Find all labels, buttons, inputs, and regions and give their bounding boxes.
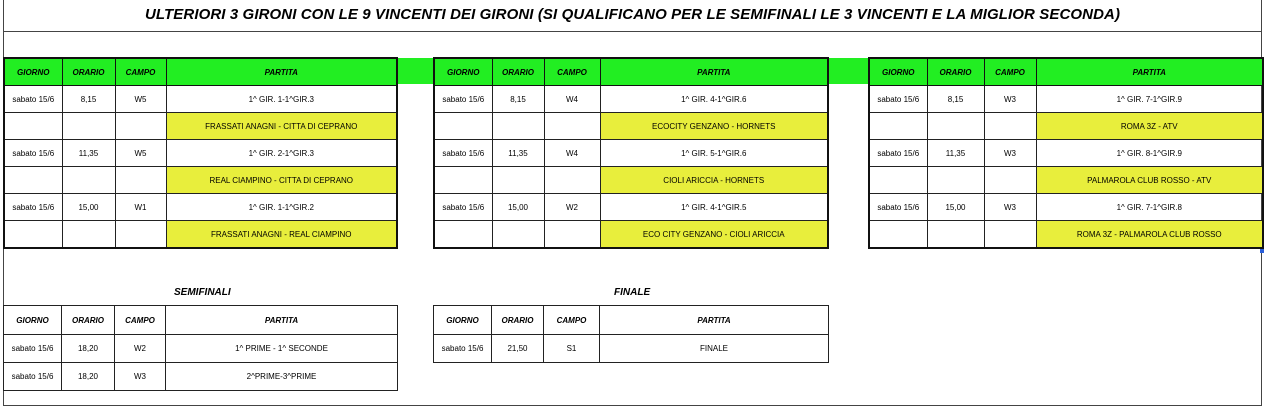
giorno-cell[interactable]: sabato 15/6 (869, 194, 927, 221)
empty-cell[interactable] (544, 221, 600, 249)
match-row (4, 140, 397, 167)
header-partita[interactable]: PARTITA (166, 306, 398, 335)
giorno-cell[interactable]: sabato 15/6 (434, 194, 492, 221)
semifinali-label: SEMIFINALI (174, 287, 231, 298)
teams-cell[interactable]: FRASSATI ANAGNI - CITTA DI CEPRANO (166, 113, 397, 140)
header-giorno[interactable]: GIORNO (4, 58, 62, 86)
header-giorno[interactable]: GIORNO (869, 58, 927, 86)
campo-cell[interactable]: W3 (984, 140, 1036, 167)
empty-cell[interactable] (984, 167, 1036, 194)
campo-cell[interactable]: W3 (115, 363, 166, 391)
match-row (869, 194, 1263, 221)
header-orario[interactable]: ORARIO (492, 58, 544, 86)
campo-cell[interactable]: W5 (115, 140, 166, 167)
teams-row (4, 113, 397, 140)
partita-cell[interactable]: 1^ GIR. 5-1^GIR.6 (600, 140, 828, 167)
semifinali-table (3, 305, 398, 391)
header-partita[interactable]: PARTITA (600, 58, 828, 86)
empty-cell[interactable] (492, 167, 544, 194)
empty-cell[interactable] (927, 113, 984, 140)
empty-cell[interactable] (544, 113, 600, 140)
empty-cell[interactable] (4, 221, 62, 249)
header-orario[interactable]: ORARIO (62, 306, 115, 335)
header-partita[interactable]: PARTITA (166, 58, 397, 86)
header-row (4, 306, 398, 335)
header-partita[interactable]: PARTITA (1036, 58, 1263, 86)
partita-cell[interactable]: 1^ GIR. 7-1^GIR.9 (1036, 86, 1263, 113)
teams-row (869, 113, 1263, 140)
orario-cell[interactable]: 11,35 (62, 140, 115, 167)
match-row (434, 335, 829, 363)
empty-cell[interactable] (927, 167, 984, 194)
giorno-cell[interactable]: sabato 15/6 (4, 194, 62, 221)
giorno-cell[interactable]: sabato 15/6 (4, 335, 62, 363)
partita-cell[interactable]: 1^ GIR. 1-1^GIR.3 (166, 86, 397, 113)
empty-cell[interactable] (869, 113, 927, 140)
campo-cell[interactable]: W3 (984, 86, 1036, 113)
orario-cell[interactable]: 11,35 (492, 140, 544, 167)
giorno-cell[interactable]: sabato 15/6 (434, 335, 492, 363)
teams-row (434, 113, 828, 140)
giorno-cell[interactable]: sabato 15/6 (869, 140, 927, 167)
teams-cell[interactable]: ECO CITY GENZANO - CIOLI ARICCIA (600, 221, 828, 249)
orario-cell[interactable]: 15,00 (492, 194, 544, 221)
empty-cell[interactable] (115, 167, 166, 194)
orario-cell[interactable]: 8,15 (492, 86, 544, 113)
empty-cell[interactable] (869, 221, 927, 249)
orario-cell[interactable]: 18,20 (62, 363, 115, 391)
partita-cell[interactable]: 1^ PRIME - 1^ SECONDE (166, 335, 398, 363)
empty-cell[interactable] (492, 113, 544, 140)
campo-cell[interactable]: W3 (984, 194, 1036, 221)
finale-label: FINALE (614, 287, 651, 298)
header-campo[interactable]: CAMPO (115, 58, 166, 86)
giorno-cell[interactable]: sabato 15/6 (434, 86, 492, 113)
partita-cell[interactable]: 1^ GIR. 4-1^GIR.5 (600, 194, 828, 221)
giorno-cell[interactable]: sabato 15/6 (4, 140, 62, 167)
teams-row (4, 167, 397, 194)
group-table-3 (868, 57, 1264, 249)
empty-cell[interactable] (984, 113, 1036, 140)
match-row (4, 335, 398, 363)
empty-cell[interactable] (434, 221, 492, 249)
giorno-cell[interactable]: sabato 15/6 (4, 86, 62, 113)
cell-selection-handle[interactable] (1260, 249, 1264, 253)
header-giorno[interactable]: GIORNO (434, 306, 492, 335)
teams-cell[interactable]: CIOLI ARICCIA - HORNETS (600, 167, 828, 194)
partita-cell[interactable]: FINALE (600, 335, 829, 363)
header-giorno[interactable]: GIORNO (4, 306, 62, 335)
header-orario[interactable]: ORARIO (492, 306, 544, 335)
orario-cell[interactable]: 8,15 (927, 86, 984, 113)
orario-cell[interactable]: 15,00 (927, 194, 984, 221)
header-row (869, 58, 1263, 86)
empty-cell[interactable] (434, 113, 492, 140)
teams-row (4, 221, 397, 249)
empty-cell[interactable] (927, 221, 984, 249)
header-campo[interactable]: CAMPO (544, 306, 600, 335)
partita-cell[interactable]: 1^ GIR. 7-1^GIR.8 (1036, 194, 1263, 221)
giorno-cell[interactable]: sabato 15/6 (434, 140, 492, 167)
header-partita[interactable]: PARTITA (600, 306, 829, 335)
giorno-cell[interactable]: sabato 15/6 (4, 363, 62, 391)
empty-cell[interactable] (434, 167, 492, 194)
match-row (434, 140, 828, 167)
empty-cell[interactable] (492, 221, 544, 249)
teams-cell[interactable]: FRASSATI ANAGNI - REAL CIAMPINO (166, 221, 397, 249)
match-row (4, 86, 397, 113)
teams-row (434, 167, 828, 194)
header-row (4, 58, 397, 86)
page-title: ULTERIORI 3 GIRONI CON LE 9 VINCENTI DEI GIRONI (SI QUALIFICANO PER LE SEMIFINALI LE 3 VINCENTI E LA MIGLIOR SECONDA) (144, 6, 1121, 23)
campo-cell[interactable]: W1 (115, 194, 166, 221)
teams-row (869, 167, 1263, 194)
empty-cell[interactable] (62, 221, 115, 249)
partita-cell[interactable]: 1^ GIR. 8-1^GIR.9 (1036, 140, 1263, 167)
teams-row (869, 221, 1263, 249)
teams-cell[interactable]: ECOCITY GENZANO - HORNETS (600, 113, 828, 140)
match-row (4, 363, 398, 391)
partita-cell[interactable]: 1^ GIR. 4-1^GIR.6 (600, 86, 828, 113)
partita-cell[interactable]: 2^PRIME-3^PRIME (166, 363, 398, 391)
header-row (434, 58, 828, 86)
header-orario[interactable]: ORARIO (62, 58, 115, 86)
header-campo[interactable]: CAMPO (984, 58, 1036, 86)
match-row (434, 194, 828, 221)
teams-row (434, 221, 828, 249)
empty-cell[interactable] (62, 167, 115, 194)
partita-cell[interactable]: 1^ GIR. 1-1^GIR.2 (166, 194, 397, 221)
partita-cell[interactable]: 1^ GIR. 2-1^GIR.3 (166, 140, 397, 167)
empty-cell[interactable] (115, 113, 166, 140)
match-row (869, 140, 1263, 167)
match-row (869, 86, 1263, 113)
teams-cell[interactable]: ROMA 3Z - PALMAROLA CLUB ROSSO (1036, 221, 1263, 249)
orario-cell[interactable]: 18,20 (62, 335, 115, 363)
orario-cell[interactable]: 11,35 (927, 140, 984, 167)
header-giorno[interactable]: GIORNO (434, 58, 492, 86)
empty-cell[interactable] (984, 221, 1036, 249)
empty-cell[interactable] (4, 113, 62, 140)
empty-cell[interactable] (62, 113, 115, 140)
orario-cell[interactable]: 15,00 (62, 194, 115, 221)
match-row (434, 86, 828, 113)
campo-cell[interactable]: W2 (115, 335, 166, 363)
group-table-1 (3, 57, 398, 249)
campo-cell[interactable]: W4 (544, 140, 600, 167)
teams-cell[interactable]: ROMA 3Z - ATV (1036, 113, 1263, 140)
teams-cell[interactable]: REAL CIAMPINO - CITTA DI CEPRANO (166, 167, 397, 194)
finale-table (433, 305, 829, 363)
header-orario[interactable]: ORARIO (927, 58, 984, 86)
empty-cell[interactable] (869, 167, 927, 194)
campo-cell[interactable]: S1 (544, 335, 600, 363)
teams-cell[interactable]: PALMAROLA CLUB ROSSO - ATV (1036, 167, 1263, 194)
group-table-2 (433, 57, 829, 249)
empty-cell[interactable] (4, 167, 62, 194)
header-row (434, 306, 829, 335)
empty-cell[interactable] (115, 221, 166, 249)
title-divider (3, 31, 1262, 32)
header-campo[interactable]: CAMPO (115, 306, 166, 335)
campo-cell[interactable]: W2 (544, 194, 600, 221)
empty-cell[interactable] (544, 167, 600, 194)
orario-cell[interactable]: 8,15 (62, 86, 115, 113)
campo-cell[interactable]: W5 (115, 86, 166, 113)
campo-cell[interactable]: W4 (544, 86, 600, 113)
match-row (4, 194, 397, 221)
giorno-cell[interactable]: sabato 15/6 (869, 86, 927, 113)
header-campo[interactable]: CAMPO (544, 58, 600, 86)
orario-cell[interactable]: 21,50 (492, 335, 544, 363)
